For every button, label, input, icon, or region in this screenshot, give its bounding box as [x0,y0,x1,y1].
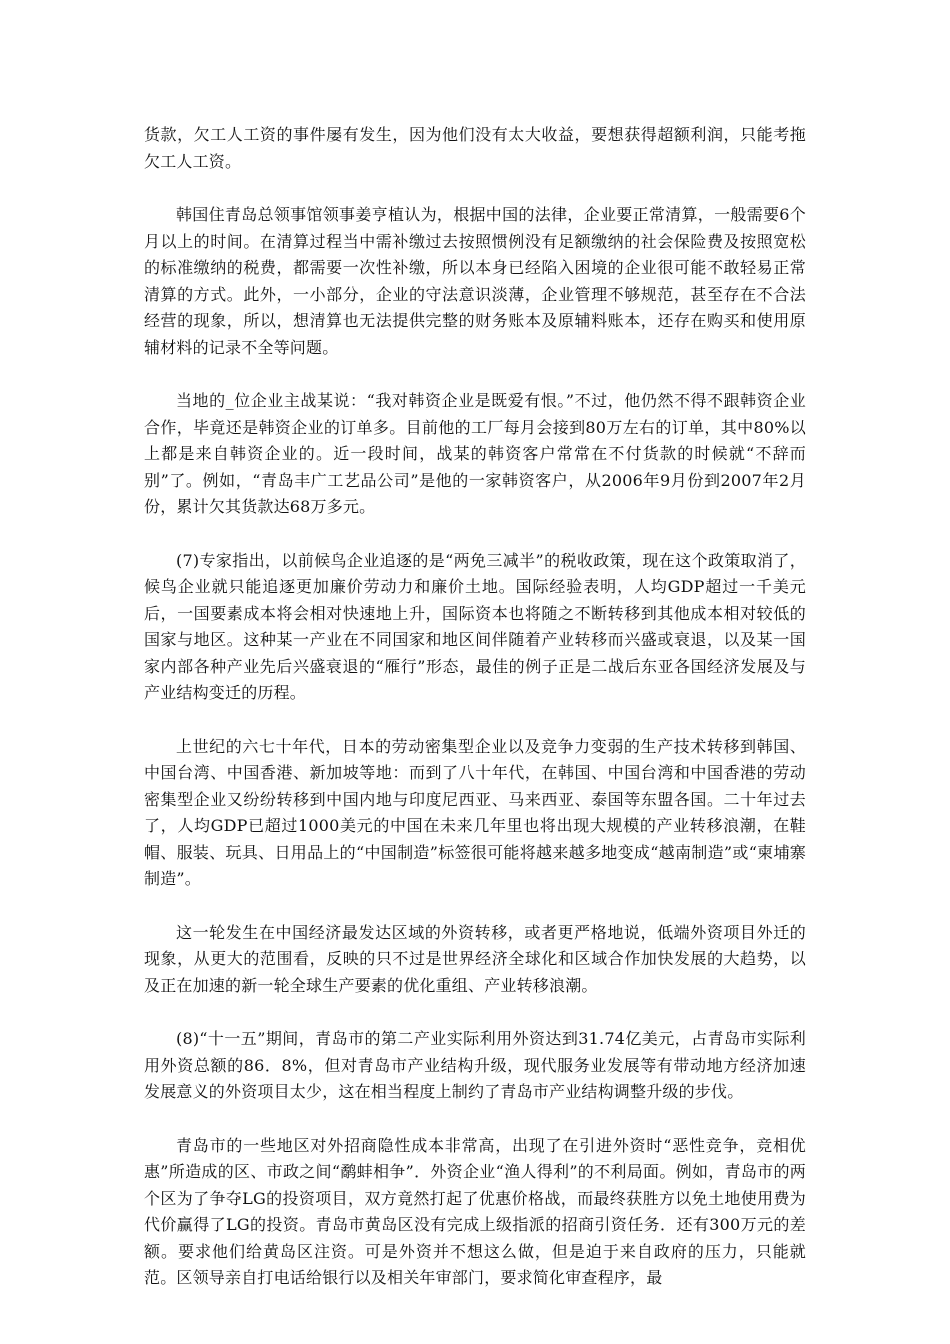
paragraph-1: 货款，欠工人工资的事件屡有发生，因为他们没有太大收益，要想获得超额利润，只能考拖欠工人工资。 [144,125,806,171]
paragraph-6: 这一轮发生在中国经济最发达区域的外资转移，或者更严格地说，低端外资项目外迁的现象，从更大的范围看，反映的只不过是世界经济全球化和区域合作加快发展的大趋势，以及正在加速的新一轮全球生产要素的优化重组、产业转移浪潮。 [144,922,806,995]
paragraph-3: 当地的_位企业主战某说：“我对韩资企业是既爱有恨。”不过，他仍然不得不跟韩资企业合作，毕竟还是韩资企业的订单多。目前他的工厂每月会接到80万左右的订单，其中80%以上都是来自韩资企业的。近一段时间，战某的韩资客户常常在不付货款的时候就“不辞而别”了。例如，“青岛丰广工艺品公司”是他的一家韩资客户，从2006年9月份到2007年2月份，累计欠其货款达68万多元。 [144,391,806,516]
paragraph-4: (7)专家指出，以前候鸟企业追逐的是“两免三减半”的税收政策，现在这个政策取消了，候鸟企业就只能追逐更加廉价劳动力和廉价土地。国际经验表明，人均GDP超过一千美元后，一国要素成本将会相对快速地上升，国际资本也将随之不断转移到其他成本相对较低的国家与地区。这种某一产业在不同国家和地区间伴随着产业转移而兴盛或衰退，以及某一国家内部各种产业先后兴盛衰退的“雁行”形态，最佳的例子正是二战后东亚各国经济发展及与产业结构变迁的历程。 [144,550,806,702]
paragraph-2: 韩国住青岛总领事馆领事姜亨植认为，根据中国的法律，企业要正常清算，一般需要6个月以上的时间。在清算过程当中需补缴过去按照惯例没有足额缴纳的社会保险费及按照宽松的标准缴纳的税费，都需要一次性补缴，所以本身已经陷入困境的企业很可能不敢轻易正常清算的方式。此外，一小部分，企业的守法意识淡薄，企业管理不够规范，甚至存在不合法经营的现象，所以，想清算也无法提供完整的财务账本及原辅料账本，还存在购买和使用原辅材料的记录不全等问题。 [144,205,806,357]
paragraph-5: 上世纪的六七十年代，日本的劳动密集型企业以及竞争力变弱的生产技术转移到韩国、中国台湾、中国香港、新加坡等地：而到了八十年代，在韩国、中国台湾和中国香港的劳动密集型企业又纷纷转移到中国内地与印度尼西亚、马来西亚、泰国等东盟各国。二十年过去了，人均GDP已超过1000美元的中国在未来几年里也将出现大规模的产业转移浪潮，在鞋帽、服装、玩具、日用品上的“中国制造”标签很可能将越来越多地变成“越南制造”或“柬埔寨制造”。 [144,736,806,888]
paragraph-8: 青岛市的一些地区对外招商隐性成本非常高，出现了在引进外资时“恶性竞争，竞相优惠”所造成的区、市政之间“鹬蚌相争”．外资企业“渔人得利”的不利局面。例如，青岛市的两个区为了争夺LG的投资项目，双方竟然打起了优惠价格战，而最终获胜方以免土地使用费为代价赢得了LG的投资。青岛市黄岛区没有完成上级指派的招商引资任务．还有300万元的差额。要求他们给黄岛区注资。可是外资并不想这么做，但是迫于来自政府的压力，只能就范。区领导亲自打电话给银行以及相关年审部门，要求简化审查程序，最 [144,1135,806,1287]
document-page [144,122,806,1292]
paragraph-7: (8)“十一五”期间，青岛市的第二产业实际利用外资达到31.74亿美元，占青岛市实际利用外资总额的86．8%，但对青岛市产业结构升级，现代服务业发展等有带动地方经济加速发展意义的外资项目太少，这在相当程度上制约了青岛市产业结构调整升级的步伐。 [144,1029,806,1101]
